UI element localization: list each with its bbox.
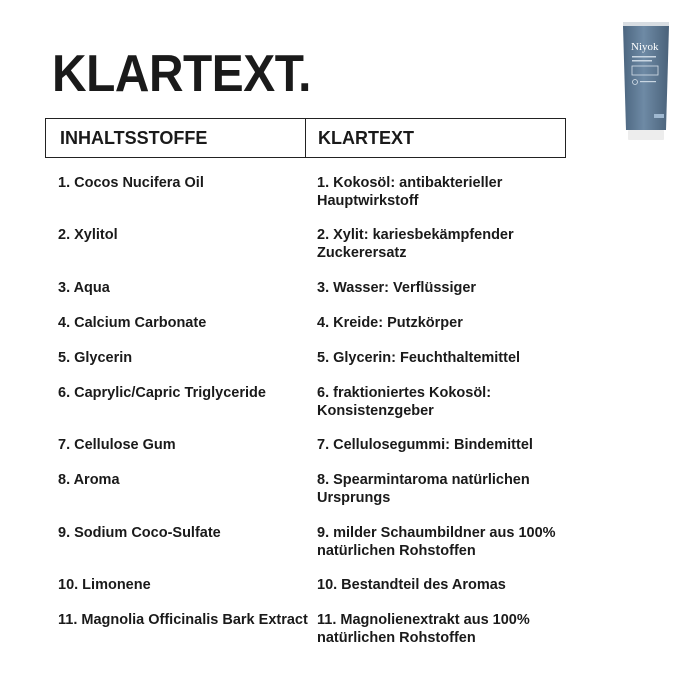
table-row <box>58 174 588 210</box>
header-klartext: KLARTEXT <box>318 127 414 148</box>
explanation-cell: 3. Wasser: Verflüssiger <box>317 280 477 296</box>
page-title: KLARTEXT. <box>52 45 311 103</box>
table-row <box>58 576 588 594</box>
brand-label: Niyok <box>631 41 659 53</box>
table-row <box>58 314 588 332</box>
table-row <box>58 226 588 262</box>
ingredient-cell: 10. Limonene <box>58 577 151 593</box>
explanation-cell: 11. Magnolienextrakt aus 100% natürlichen Rohstoffen <box>317 612 530 646</box>
explanation-cell: 6. fraktioniertes Kokosöl: Konsistenzgeber <box>317 385 492 419</box>
explanation-cell: 1. Kokosöl: antibakterieller Hauptwirkstoff <box>317 175 503 209</box>
table-row <box>58 279 588 297</box>
explanation-cell: 5. Glycerin: Feuchthaltemittel <box>317 350 521 366</box>
ingredient-cell: 7. Cellulose Gum <box>58 437 176 453</box>
table-header <box>45 118 566 158</box>
explanation-cell: 7. Cellulosegummi: Bindemittel <box>317 437 533 453</box>
ingredient-cell: 9. Sodium Coco-Sulfate <box>58 525 221 541</box>
table-row <box>58 384 588 420</box>
ingredient-cell: 2. Xylitol <box>58 227 118 243</box>
explanation-cell: 8. Spearmintaroma natürlichen Ursprungs <box>317 472 530 506</box>
table-row <box>58 471 588 507</box>
table-row <box>58 611 588 647</box>
explanation-cell: 9. milder Schaumbildner aus 100% natürlichen Rohstoffen <box>317 525 556 559</box>
tube-cap <box>628 130 664 140</box>
ingredient-cell: 11. Magnolia Officinalis Bark Extract <box>58 612 308 628</box>
ingredient-cell: 6. Caprylic/Capric Triglyceride <box>58 385 266 401</box>
explanation-cell: 4. Kreide: Putzkörper <box>317 315 463 331</box>
ingredient-cell: 3. Aqua <box>58 280 110 296</box>
explanation-cell: 10. Bestandteil des Aromas <box>317 577 506 593</box>
ingredient-cell: 1. Cocos Nucifera Oil <box>58 175 204 191</box>
header-ingredients: INHALTSSTOFFE <box>46 119 306 157</box>
table-row <box>58 349 588 367</box>
table-row <box>58 524 588 560</box>
toothpaste-tube-image <box>620 22 672 140</box>
ingredient-cell: 8. Aroma <box>58 472 120 488</box>
ingredient-cell: 5. Glycerin <box>58 350 133 366</box>
explanation-cell: 2. Xylit: kariesbekämpfender Zuckerersatz <box>317 227 514 261</box>
ingredient-cell: 4. Calcium Carbonate <box>58 315 207 331</box>
table-row <box>58 436 588 454</box>
